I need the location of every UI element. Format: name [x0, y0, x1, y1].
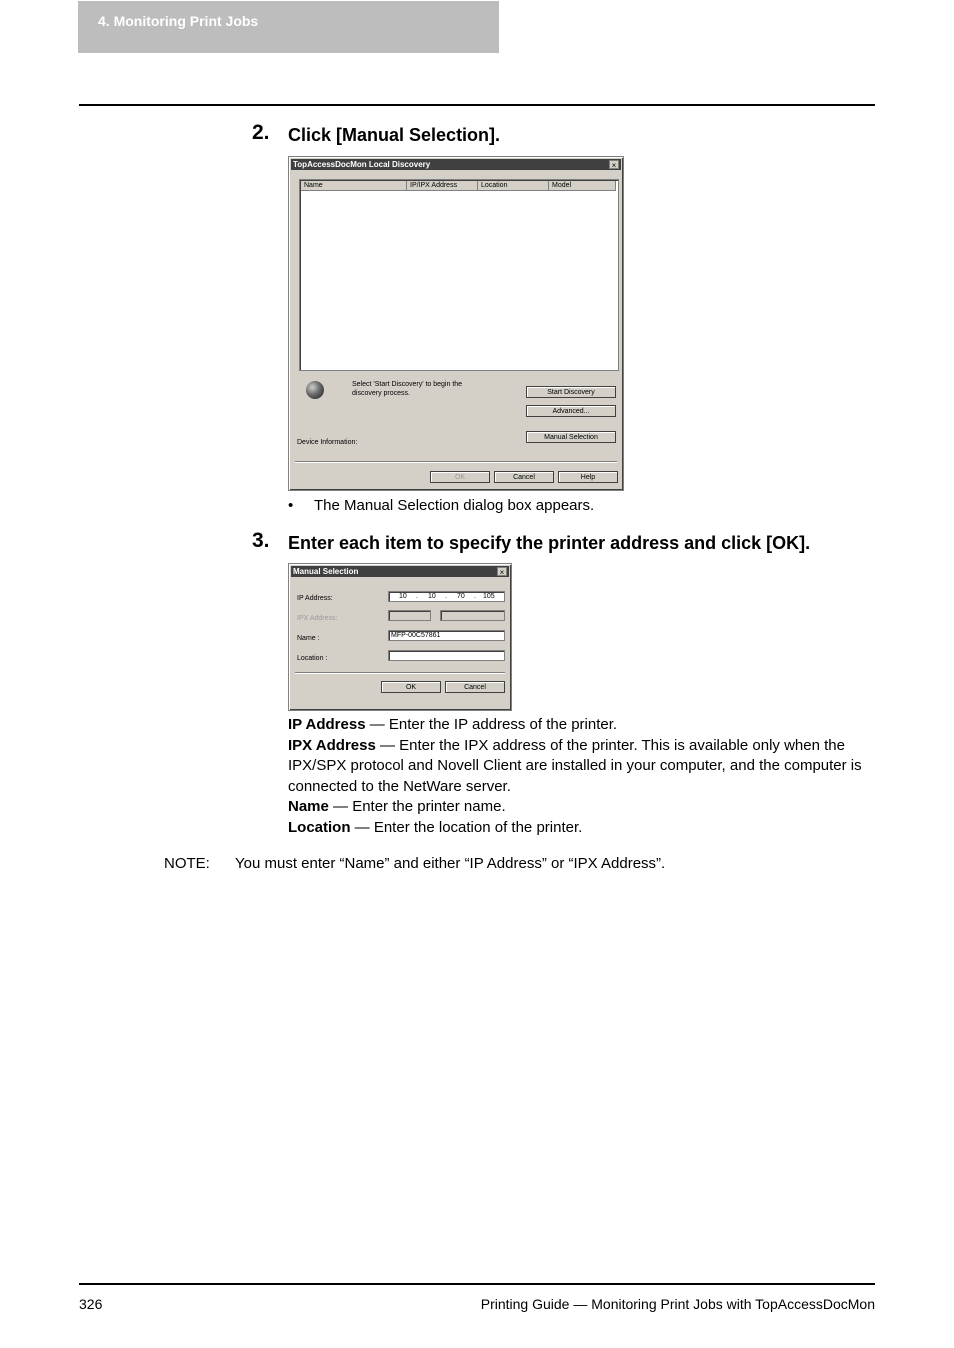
globe-icon	[306, 381, 324, 399]
discovery-hint: Select 'Start Discovery' to begin the discovery process.	[352, 381, 463, 397]
start-discovery-button[interactable]: Start Discovery	[526, 386, 616, 398]
step-2-result-text: The Manual Selection dialog box appears.	[314, 497, 595, 514]
ip-octet-4: 105	[483, 593, 495, 600]
ip-address-term: IP Address	[288, 716, 366, 733]
footer-title: Printing Guide — Monitoring Print Jobs with TopAccessDocMon	[480, 1296, 875, 1312]
manual-selection-dialog	[288, 563, 512, 711]
ok-button[interactable]: OK	[430, 471, 490, 483]
ip-octet-3: 70	[457, 593, 465, 600]
ipx-address-description: IPX Address — Enter the IPX address of the printer. This is available only when the IPX/SPX protocol and Novell Client are installed in your computer, and the computer is connected to the NetWare server.	[288, 736, 862, 795]
help-button[interactable]: Help	[558, 471, 618, 483]
ok-button[interactable]: OK	[381, 681, 441, 693]
column-name[interactable]: Name	[301, 181, 407, 191]
location-term: Location	[288, 818, 351, 836]
manual-selection-button[interactable]: Manual Selection	[526, 431, 616, 443]
step-2-result: • The Manual Selection dialog box appears.	[288, 497, 595, 514]
name-label: Name :	[297, 635, 320, 642]
step-2-title: Click [Manual Selection].	[288, 125, 501, 145]
ipx-network-input[interactable]	[388, 610, 431, 621]
location-label: Location :	[297, 655, 328, 662]
step-3-number: 3.	[252, 529, 270, 552]
step-3-title: Enter each item to specify the printer address and click [OK].	[288, 533, 811, 553]
discovery-dialog	[288, 156, 624, 491]
location-description: Location — Enter the location of the printer.	[288, 818, 583, 836]
advanced-button[interactable]: Advanced...	[526, 405, 616, 417]
device-information-label: Device Information:	[297, 439, 358, 446]
name-input[interactable]: MFP-00C57861	[388, 630, 505, 641]
dialog-separator	[295, 672, 505, 674]
note-label: NOTE:	[164, 855, 210, 872]
column-address[interactable]: IP/IPX Address	[407, 181, 478, 191]
name-term: Name	[288, 798, 329, 815]
discovery-dialog-titlebar	[291, 159, 621, 170]
close-icon[interactable]: ×	[609, 160, 619, 169]
header-rule	[79, 104, 875, 106]
ipx-address-term: IPX Address	[288, 736, 376, 754]
note-text: You must enter “Name” and either “IP Address” or “IPX Address”.	[235, 855, 666, 872]
section-header-label: 4. Monitoring Print Jobs	[98, 13, 259, 29]
manual-selection-title: Manual Selection	[293, 567, 359, 576]
column-model[interactable]: Model	[549, 181, 616, 191]
column-location[interactable]: Location	[478, 181, 549, 191]
ipx-address-label: IPX Address:	[297, 615, 338, 622]
ipx-node-input[interactable]	[440, 610, 505, 621]
ip-octet-2: 10	[428, 593, 436, 600]
field-descriptions	[288, 715, 878, 838]
dialog-separator	[295, 461, 617, 463]
cancel-button[interactable]: Cancel	[445, 681, 505, 693]
page-number: 326	[79, 1296, 103, 1312]
close-icon[interactable]: ×	[497, 567, 507, 576]
ip-address-label: IP Address:	[297, 595, 333, 602]
step-2-number: 2.	[252, 121, 270, 144]
location-input[interactable]	[388, 650, 505, 661]
ip-address-input[interactable]: 10 . 10 . 70 . 105	[388, 591, 505, 602]
ip-octet-1: 10	[399, 593, 407, 600]
manual-selection-titlebar	[291, 566, 509, 577]
ip-address-description: IP Address — Enter the IP address of the printer.	[288, 716, 618, 733]
note	[164, 855, 665, 872]
footer-rule	[79, 1283, 875, 1285]
name-description: Name — Enter the printer name.	[288, 798, 506, 815]
cancel-button[interactable]: Cancel	[494, 471, 554, 483]
discovery-dialog-title: TopAccessDocMon Local Discovery	[293, 160, 431, 169]
section-header-tab	[78, 1, 499, 53]
device-list[interactable]	[299, 179, 619, 371]
